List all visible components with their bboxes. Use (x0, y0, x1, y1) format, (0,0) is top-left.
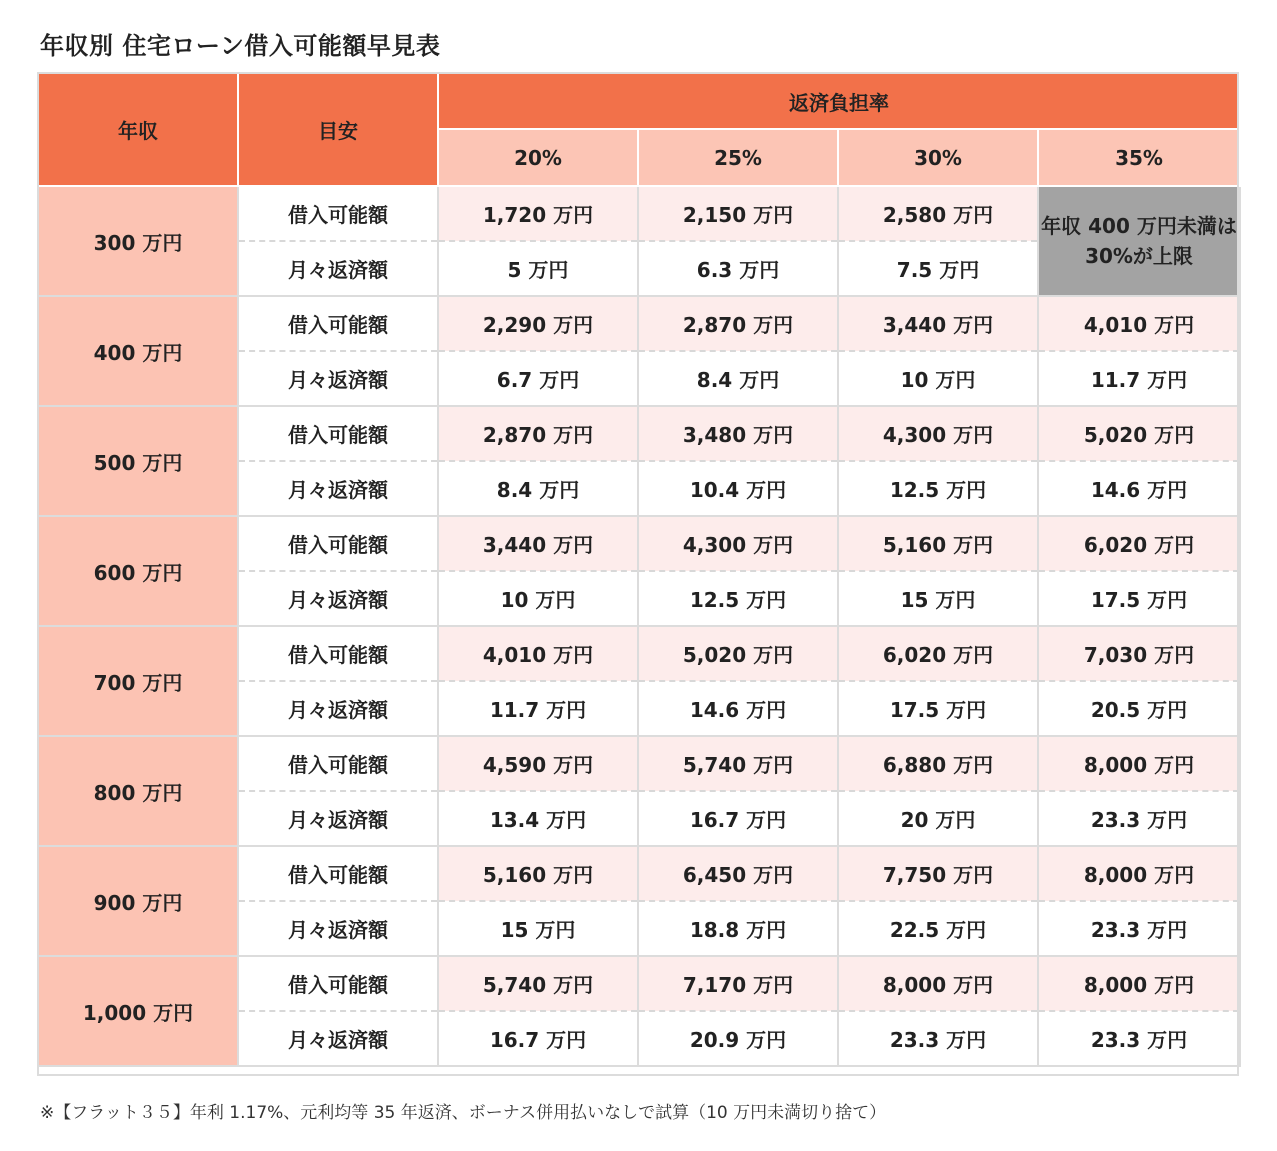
monthly-value: 17.5 万円 (1038, 571, 1240, 626)
monthly-value: 16.7 万円 (438, 1011, 638, 1066)
monthly-label: 月々返済額 (238, 461, 438, 516)
income-cell: 700 万円 (38, 626, 238, 736)
monthly-value: 10 万円 (438, 571, 638, 626)
borrow-value: 2,870 万円 (438, 406, 638, 461)
borrow-value: 6,020 万円 (838, 626, 1038, 681)
borrow-label: 借入可能額 (238, 186, 438, 241)
borrow-value: 5,020 万円 (638, 626, 838, 681)
income-cell: 1,000 万円 (38, 956, 238, 1066)
monthly-value: 6.3 万円 (638, 241, 838, 296)
monthly-label: 月々返済額 (238, 351, 438, 406)
borrow-value: 2,580 万円 (838, 186, 1038, 241)
borrow-value: 6,880 万円 (838, 736, 1038, 791)
borrow-value: 3,480 万円 (638, 406, 838, 461)
table-body (38, 186, 1240, 1066)
loan-table (37, 72, 1241, 1067)
borrow-value: 5,020 万円 (1038, 406, 1240, 461)
table-row (38, 956, 1240, 1011)
borrow-value: 7,170 万円 (638, 956, 838, 1011)
limit-note-line1: 年収 400 万円未満は (1041, 214, 1237, 238)
monthly-value: 14.6 万円 (638, 681, 838, 736)
borrow-value: 8,000 万円 (1038, 736, 1240, 791)
monthly-label: 月々返済額 (238, 901, 438, 956)
borrow-value: 4,590 万円 (438, 736, 638, 791)
borrow-value: 1,720 万円 (438, 186, 638, 241)
borrow-value: 5,740 万円 (438, 956, 638, 1011)
borrow-label: 借入可能額 (238, 956, 438, 1011)
monthly-label: 月々返済額 (238, 571, 438, 626)
header-ratio-group: 返済負担率 (438, 73, 1240, 129)
borrow-label: 借入可能額 (238, 296, 438, 351)
table-row (38, 296, 1240, 351)
monthly-value: 23.3 万円 (1038, 901, 1240, 956)
borrow-value: 6,450 万円 (638, 846, 838, 901)
header-ratio-35: 35% (1038, 129, 1240, 186)
borrow-value: 5,160 万円 (438, 846, 638, 901)
header-ratio-20: 20% (438, 129, 638, 186)
borrow-value: 2,870 万円 (638, 296, 838, 351)
header-guide: 目安 (238, 73, 438, 186)
borrow-value: 8,000 万円 (838, 956, 1038, 1011)
limit-note (1038, 186, 1240, 296)
monthly-value: 14.6 万円 (1038, 461, 1240, 516)
borrow-label: 借入可能額 (238, 406, 438, 461)
borrow-label: 借入可能額 (238, 626, 438, 681)
monthly-value: 11.7 万円 (1038, 351, 1240, 406)
monthly-value: 20 万円 (838, 791, 1038, 846)
borrow-value: 8,000 万円 (1038, 846, 1240, 901)
table-row (38, 406, 1240, 461)
monthly-value: 10 万円 (838, 351, 1038, 406)
monthly-value: 20.9 万円 (638, 1011, 838, 1066)
monthly-label: 月々返済額 (238, 681, 438, 736)
borrow-value: 7,750 万円 (838, 846, 1038, 901)
limit-note-line2: 30%が上限 (1085, 244, 1193, 268)
header-ratio-30: 30% (838, 129, 1038, 186)
borrow-value: 6,020 万円 (1038, 516, 1240, 571)
monthly-value: 20.5 万円 (1038, 681, 1240, 736)
monthly-value: 18.8 万円 (638, 901, 838, 956)
monthly-label: 月々返済額 (238, 1011, 438, 1066)
borrow-value: 4,010 万円 (438, 626, 638, 681)
income-cell: 900 万円 (38, 846, 238, 956)
table-row (38, 516, 1240, 571)
monthly-value: 12.5 万円 (638, 571, 838, 626)
monthly-value: 13.4 万円 (438, 791, 638, 846)
monthly-label: 月々返済額 (238, 791, 438, 846)
borrow-value: 3,440 万円 (838, 296, 1038, 351)
borrow-value: 4,010 万円 (1038, 296, 1240, 351)
monthly-value: 23.3 万円 (1038, 1011, 1240, 1066)
borrow-value: 5,740 万円 (638, 736, 838, 791)
monthly-value: 7.5 万円 (838, 241, 1038, 296)
monthly-value: 16.7 万円 (638, 791, 838, 846)
borrow-label: 借入可能額 (238, 516, 438, 571)
monthly-value: 15 万円 (838, 571, 1038, 626)
borrow-value: 8,000 万円 (1038, 956, 1240, 1011)
monthly-value: 6.7 万円 (438, 351, 638, 406)
monthly-value: 12.5 万円 (838, 461, 1038, 516)
borrow-value: 3,440 万円 (438, 516, 638, 571)
borrow-label: 借入可能額 (238, 846, 438, 901)
monthly-value: 10.4 万円 (638, 461, 838, 516)
borrow-value: 4,300 万円 (638, 516, 838, 571)
monthly-value: 17.5 万円 (838, 681, 1038, 736)
income-cell: 300 万円 (38, 186, 238, 296)
income-cell: 800 万円 (38, 736, 238, 846)
borrow-value: 7,030 万円 (1038, 626, 1240, 681)
borrow-value: 2,150 万円 (638, 186, 838, 241)
borrow-label: 借入可能額 (238, 736, 438, 791)
page-title: 年収別 住宅ローン借入可能額早見表 (40, 32, 441, 60)
monthly-label: 月々返済額 (238, 241, 438, 296)
monthly-value: 23.3 万円 (838, 1011, 1038, 1066)
monthly-value: 8.4 万円 (438, 461, 638, 516)
borrow-value: 2,290 万円 (438, 296, 638, 351)
borrow-value: 4,300 万円 (838, 406, 1038, 461)
borrow-value: 5,160 万円 (838, 516, 1038, 571)
table-row (38, 736, 1240, 791)
monthly-value: 22.5 万円 (838, 901, 1038, 956)
table-row (38, 846, 1240, 901)
table-row (38, 186, 1240, 241)
monthly-value: 15 万円 (438, 901, 638, 956)
footnote: ※【フラット３５】年利 1.17%、元利均等 35 年返済、ボーナス併用払いなしで試算（10 万円未満切り捨て） (40, 1103, 887, 1123)
income-cell: 400 万円 (38, 296, 238, 406)
header-ratio-25: 25% (638, 129, 838, 186)
monthly-value: 23.3 万円 (1038, 791, 1240, 846)
monthly-value: 5 万円 (438, 241, 638, 296)
table-header (38, 73, 1240, 186)
monthly-value: 8.4 万円 (638, 351, 838, 406)
income-cell: 600 万円 (38, 516, 238, 626)
table-row (38, 626, 1240, 681)
header-income: 年収 (38, 73, 238, 186)
monthly-value: 11.7 万円 (438, 681, 638, 736)
income-cell: 500 万円 (38, 406, 238, 516)
